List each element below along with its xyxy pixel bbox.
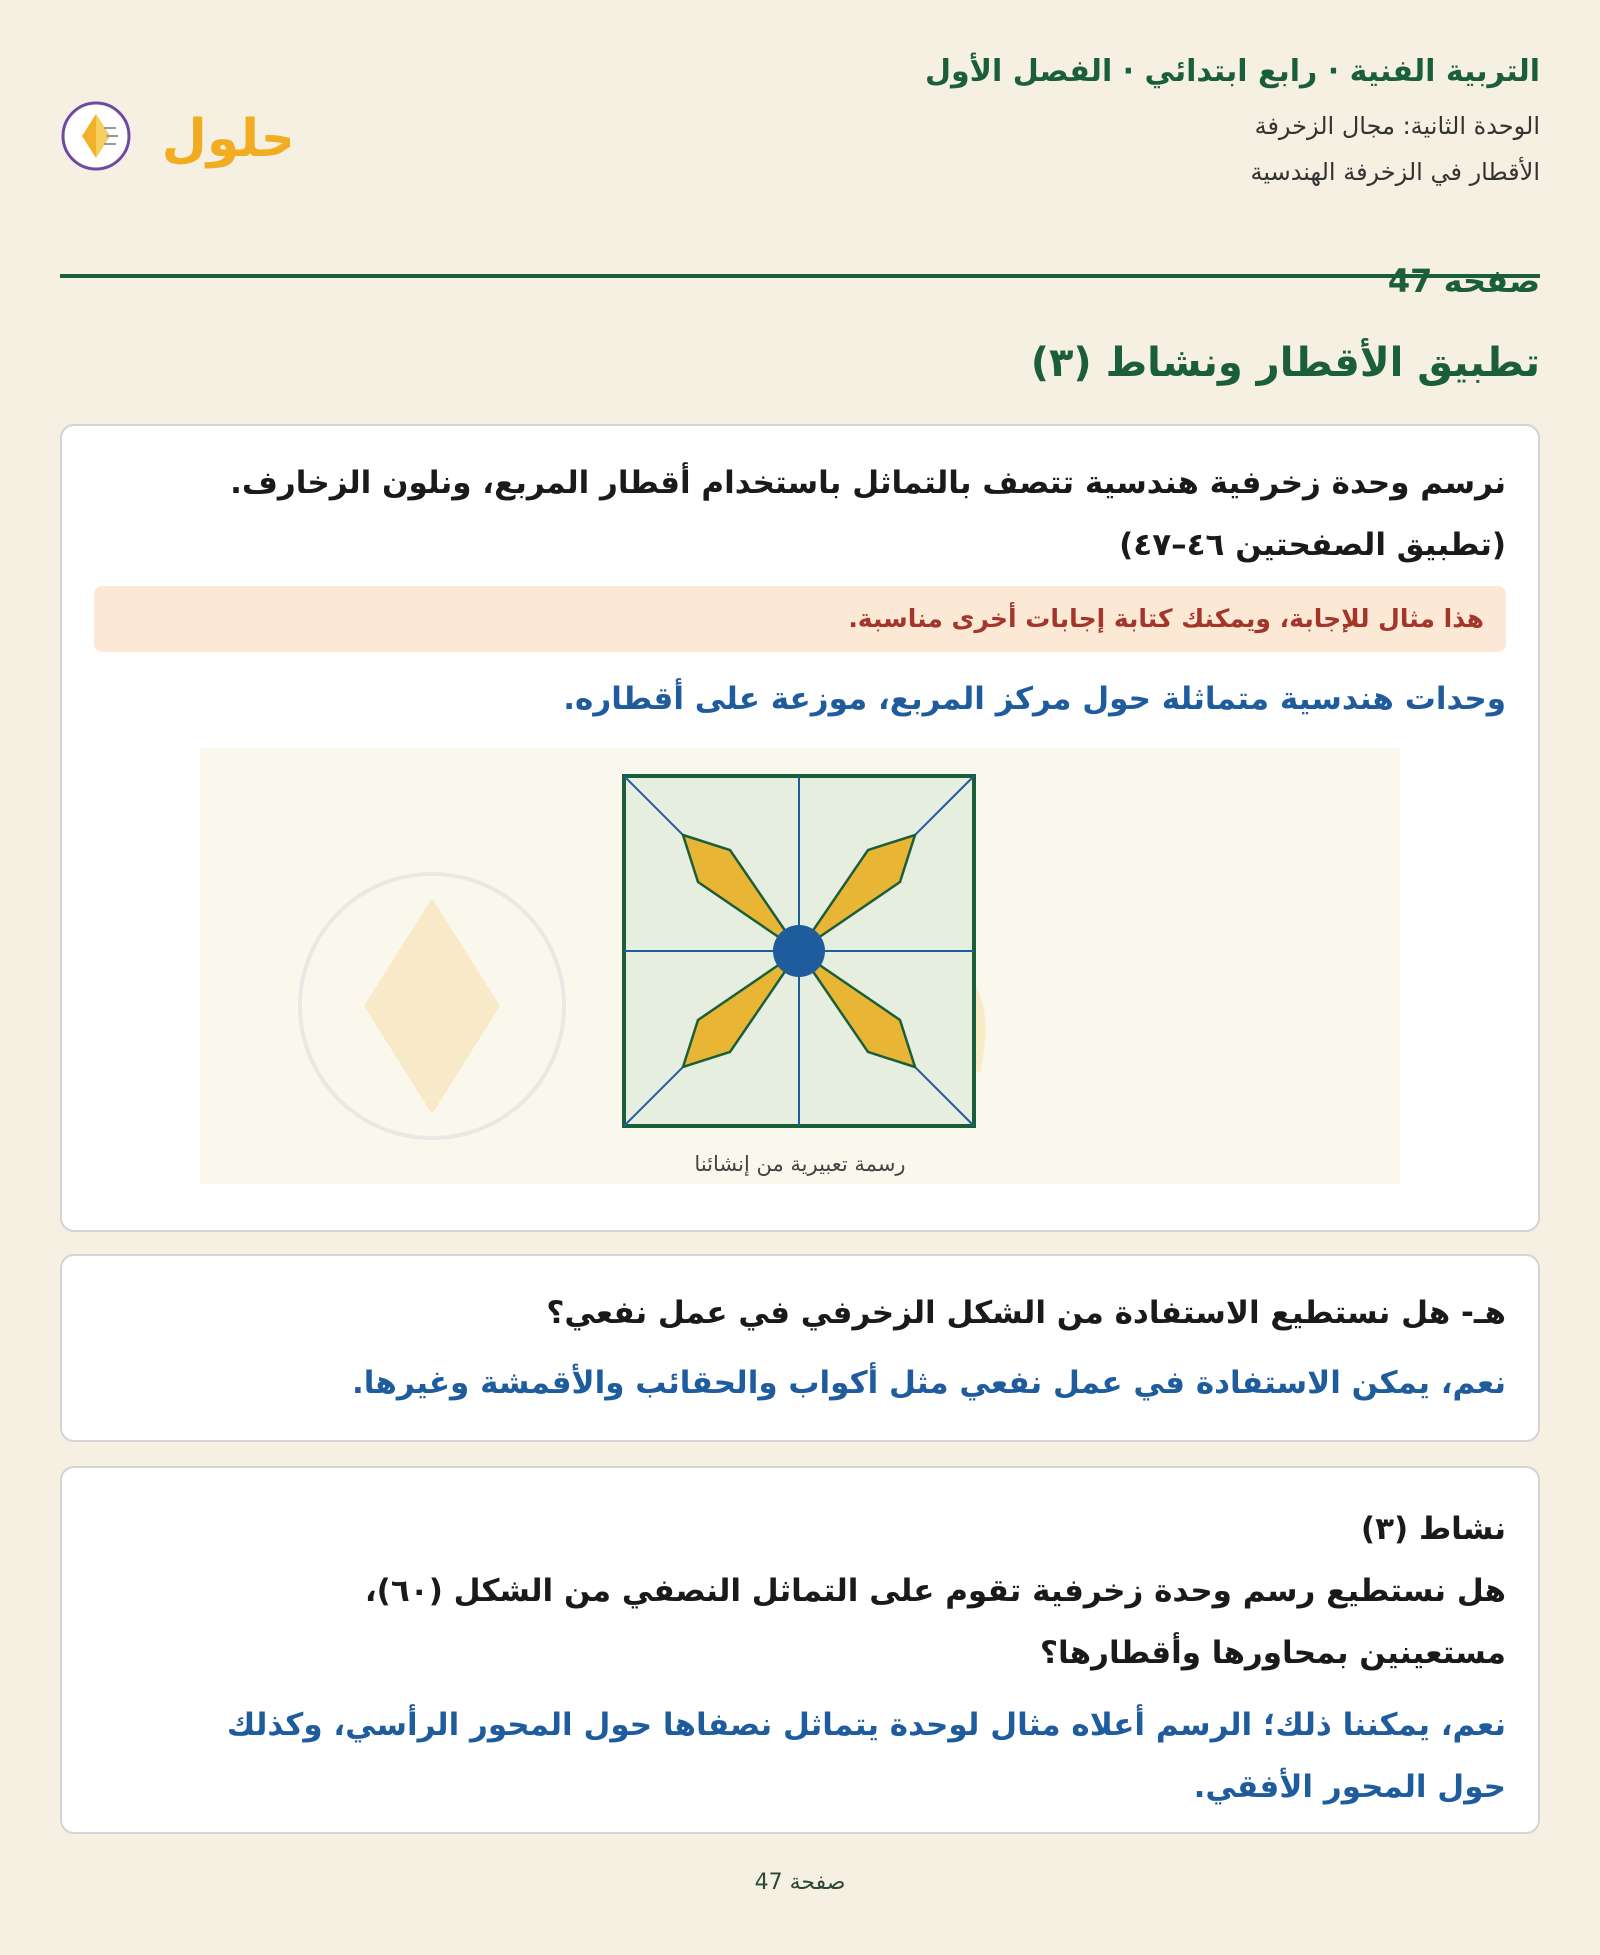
question [94, 1560, 1506, 1684]
question-line-2: (تطبيق الصفحتين ٤٦–٤٧) [1119, 527, 1506, 563]
activity-3-card [60, 1466, 1540, 1834]
header-lesson: الأقطار في الزخرفة الهندسية [1250, 158, 1540, 186]
question-card-h [60, 1254, 1540, 1442]
page [60, 0, 1540, 1955]
question-line-1: هل نستطيع رسم وحدة زخرفية تقوم على التماثل النصفي من الشكل (٦٠)، [364, 1573, 1506, 1609]
header-unit: الوحدة الثانية: مجال الزخرفة [1254, 112, 1540, 140]
answer: وحدات هندسية متماثلة حول مركز المربع، موزعة على أقطاره. [563, 681, 1506, 717]
header [60, 54, 1540, 224]
answer-line-1: نعم، يمكننا ذلك؛ الرسم أعلاه مثال لوحدة يتماثل نصفاها حول المحور الرأسي، وكذلك [226, 1707, 1506, 1743]
center-circle [773, 925, 825, 977]
example-note: هذا مثال للإجابة، ويمكنك كتابة إجابات أخرى مناسبة. [94, 586, 1506, 652]
ornament-figure [200, 748, 1400, 1184]
header-title: التربية الفنية · رابع ابتدائي · الفصل الأول [925, 54, 1540, 89]
question-line-2: مستعينين بمحاورها وأقطارها؟ [1040, 1635, 1506, 1671]
logo-graphic [60, 90, 290, 180]
answer: نعم، يمكن الاستفادة في عمل نفعي مثل أكواب والحقائب والأقمشة وغيرها. [352, 1365, 1506, 1401]
activity-card [60, 424, 1540, 1232]
question [94, 452, 1506, 576]
logo [60, 90, 290, 180]
ornament-drawing [200, 748, 1400, 1184]
answer [94, 1694, 1506, 1818]
header-divider [60, 274, 1540, 278]
question-line-1: نرسم وحدة زخرفية هندسية تتصف بالتماثل باستخدام أقطار المربع، ونلون الزخارف. [230, 465, 1506, 501]
logo-text: حلول [161, 109, 290, 169]
activity-heading: نشاط (٣) [1360, 1511, 1506, 1547]
section-title: تطبيق الأقطار ونشاط (٣) [1030, 340, 1540, 386]
page-footer: صفحة 47 [754, 1870, 846, 1895]
answer-line-2: حول المحور الأفقي. [1193, 1769, 1506, 1805]
figure-caption: رسمة تعبيرية من إنشائنا [694, 1152, 906, 1176]
page-number-heading: صفحة 47 [1387, 262, 1540, 300]
question: هـ- هل نستطيع الاستفادة من الشكل الزخرفي في عمل نفعي؟ [546, 1295, 1506, 1331]
